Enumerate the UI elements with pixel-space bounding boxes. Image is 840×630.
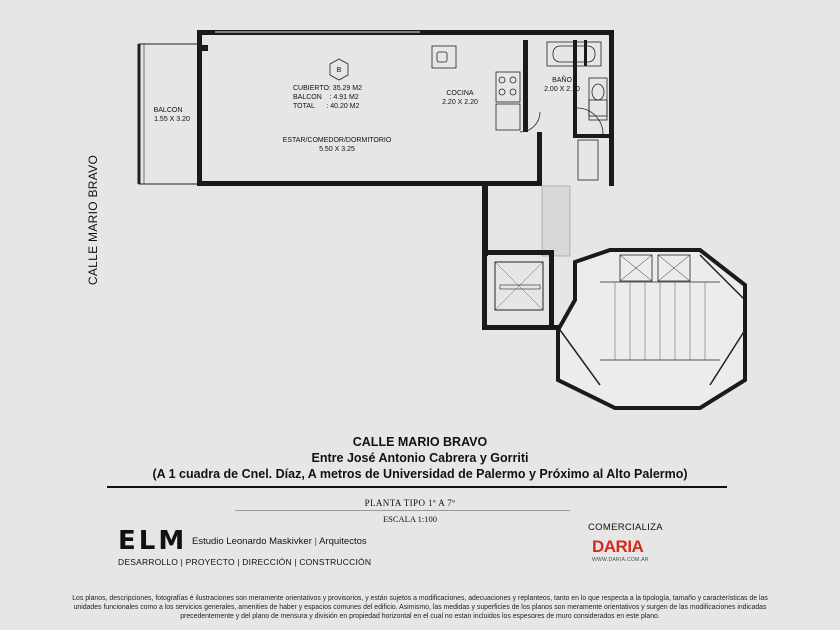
room-estar-name: ESTAR/COMEDOR/DORMITORIO <box>282 137 392 144</box>
comercializa-label: COMERCIALIZA <box>588 522 663 533</box>
plan-level: PLANTA TIPO 1º A 7º <box>364 498 456 508</box>
unit-badge-letter: B <box>336 67 342 74</box>
studio-name: Estudio Leonardo Maskivker <box>192 536 312 547</box>
divider <box>107 486 727 488</box>
title-between: Entre José Antonio Cabrera y Gorriti <box>311 451 529 465</box>
daria-wordmark: DARIA <box>592 537 644 556</box>
plan-scale: ESCALA 1:100 <box>382 514 438 524</box>
staircase <box>558 250 745 408</box>
title-street: CALLE MARIO BRAVO <box>352 435 488 449</box>
room-balcon-dims: 1.55 X 3.20 <box>154 116 190 123</box>
room-bano-name: BAÑO <box>552 77 572 84</box>
studio-separator: | <box>314 536 317 547</box>
disclaimer: Los planos, descripciones, fotografías é ilustraciones son meramente orientativos y provisorios, y están sujetos a modificaciones, adecuaciones y replanteos, tanto en lo que respecta a la tipología, tamaño y características de las unidades funcionales como a los servicios generales, amenities de haber y espacios comunes del edificio. Asimismo, las medidas y superficies de los planos son meramente orientativos y surgen de las modificaciones indicadas precedentemente y del plano de mensura y división en propiedad horizontal en el cual no estan incluidos los espesores de muro considerados en este plano. <box>72 595 768 620</box>
area-balcon: BALCON : 4.91 M2 <box>293 94 359 101</box>
title-location: (A 1 cuadra de Cnel. Díaz, A metros de Universidad de Palermo y Próximo al Alto Palermo) <box>152 467 688 481</box>
elm-logo: ELM <box>118 526 188 556</box>
title-block <box>100 434 740 483</box>
room-bano-dims: 2.00 X 2.10 <box>544 86 580 93</box>
area-cubierto: CUBIERTO: 35.29 M2 <box>293 85 362 92</box>
room-cocina-name: COCINA <box>446 90 474 97</box>
daria-logo <box>592 538 658 570</box>
daria-url: WWW.DARIA.COM.AR <box>592 557 649 563</box>
studio-credit <box>192 536 367 547</box>
unit-walls <box>197 30 614 186</box>
street-label: CALLE MARIO BRAVO <box>86 154 100 286</box>
room-cocina-dims: 2.20 X 2.20 <box>442 99 478 106</box>
studio-role: Arquitectos <box>319 536 367 547</box>
divider-thin <box>235 510 570 511</box>
studio-services: DESARROLLO | PROYECTO | DIRECCIÓN | CONSTRUCCIÓN <box>118 557 372 567</box>
elevator-core <box>482 250 560 330</box>
room-estar-dims: 5.50 X 3.25 <box>319 146 355 153</box>
unit-badge <box>330 59 348 80</box>
light-shaft <box>482 186 570 256</box>
balcony <box>139 44 201 184</box>
area-total: TOTAL : 40.20 M2 <box>293 103 360 110</box>
room-balcon-name: BALCON <box>153 107 183 114</box>
